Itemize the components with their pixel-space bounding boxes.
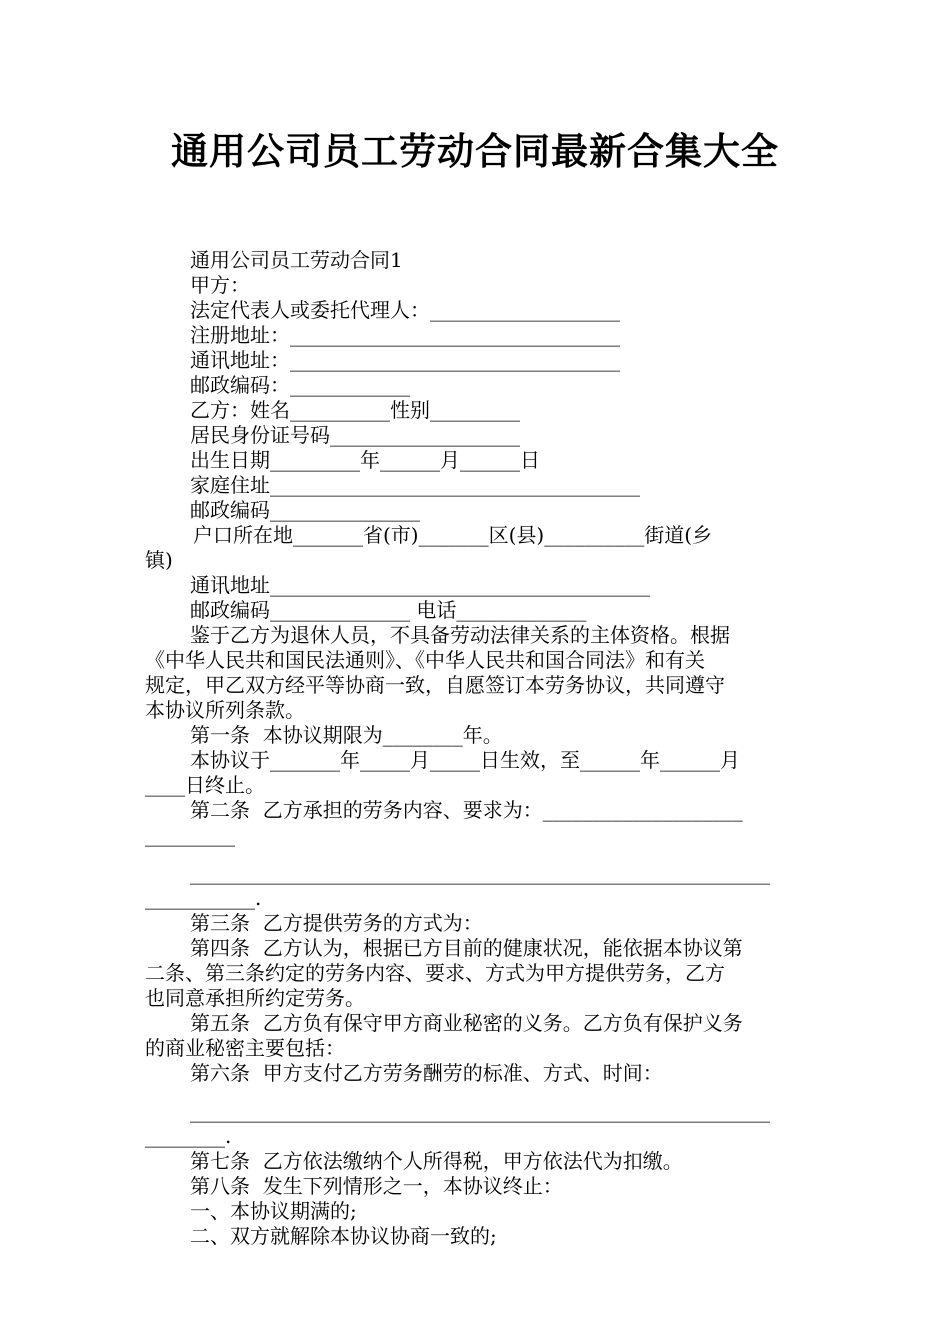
article-6-blank: ________.: [145, 1124, 232, 1148]
article-1: 第一条 本协议期限为________年。: [190, 723, 503, 747]
article-4: 二条、第三条约定的劳务内容、要求、方式为甲方提供劳务，乙方: [145, 961, 725, 985]
article-2: 第二条 乙方承担的劳务内容、要求为：____________________: [190, 798, 743, 822]
article-5: 第五条 乙方负有保守甲方商业秘密的义务。乙方负有保护义务: [190, 1011, 743, 1035]
party-b-household-registration-cont: 镇): [145, 548, 173, 572]
article-8-item-2: 二、双方就解除本协议协商一致的;: [190, 1224, 497, 1248]
party-b-name-gender: 乙方：姓名__________性别_________: [190, 398, 520, 422]
document-body: [145, 248, 807, 1249]
article-2-blank: ___________.: [145, 886, 262, 910]
party-a-postcode: 邮政编码：____________: [190, 373, 410, 397]
section-heading: 通用公司员工劳动合同1: [190, 248, 403, 272]
party-a-label: 甲方：: [190, 273, 250, 297]
article-4: 也同意承担所约定劳务。: [145, 986, 365, 1010]
article-4: 第四条 乙方认为，根据已方目前的健康状况，能依据本协议第: [190, 936, 743, 960]
preamble-paragraph: 鉴于乙方为退休人员，不具备劳动法律关系的主体资格。根据: [190, 623, 730, 647]
article-2-blank: __________________________________________________________: [190, 861, 770, 885]
preamble-paragraph: 规定，甲乙双方经平等协商一致，自愿签订本劳务协议，共同遵守: [145, 673, 725, 697]
article-3: 第三条 乙方提供劳务的方式为：: [190, 911, 483, 935]
article-2-blank: _________: [145, 823, 235, 847]
party-b-id-number: 居民身份证号码___________________: [190, 423, 520, 447]
article-5: 的商业秘密主要包括：: [145, 1036, 345, 1060]
party-b-postcode-phone: 邮政编码______________ 电话_____________: [190, 598, 587, 622]
article-7: 第七条 乙方依法缴纳个人所得税，甲方依法代为扣缴。: [190, 1149, 683, 1173]
preamble-paragraph: 《中华人民共和国民法通则》、《中华人民共和国合同法》和有关: [145, 648, 705, 672]
article-8-item-1: 一、本协议期满的;: [190, 1199, 357, 1223]
article-1-term: 本协议于_______年_____月_____日生效，至______年______月: [190, 748, 740, 772]
article-6-blank: __________________________________________________________: [190, 1099, 770, 1123]
party-a-representative: 法定代表人或委托代理人：___________________: [190, 298, 620, 322]
party-b-home-address: 家庭住址_____________________________________: [190, 473, 640, 497]
party-b-birth-date: 出生日期_________年______月______日: [190, 448, 540, 472]
party-b-household-registration: 户口所在地_______省(市)_______区(县)__________街道(乡: [193, 523, 713, 547]
party-a-mailing-address: 通讯地址：_________________________________: [190, 348, 620, 372]
article-6: 第六条 甲方支付乙方劳务酬劳的标准、方式、时间：: [190, 1061, 663, 1085]
party-a-registered-address: 注册地址：_________________________________: [190, 323, 620, 347]
document-title: 通用公司员工劳动合同最新合集大全: [171, 130, 779, 173]
article-1-term: ____日终止。: [145, 773, 265, 797]
party-b-mailing-address: 通讯地址______________________________________: [190, 573, 650, 597]
article-8: 第八条 发生下列情形之一，本协议终止：: [190, 1174, 563, 1198]
preamble-paragraph: 本协议所列条款。: [145, 698, 305, 722]
party-b-postcode: 邮政编码_______________: [190, 498, 420, 522]
